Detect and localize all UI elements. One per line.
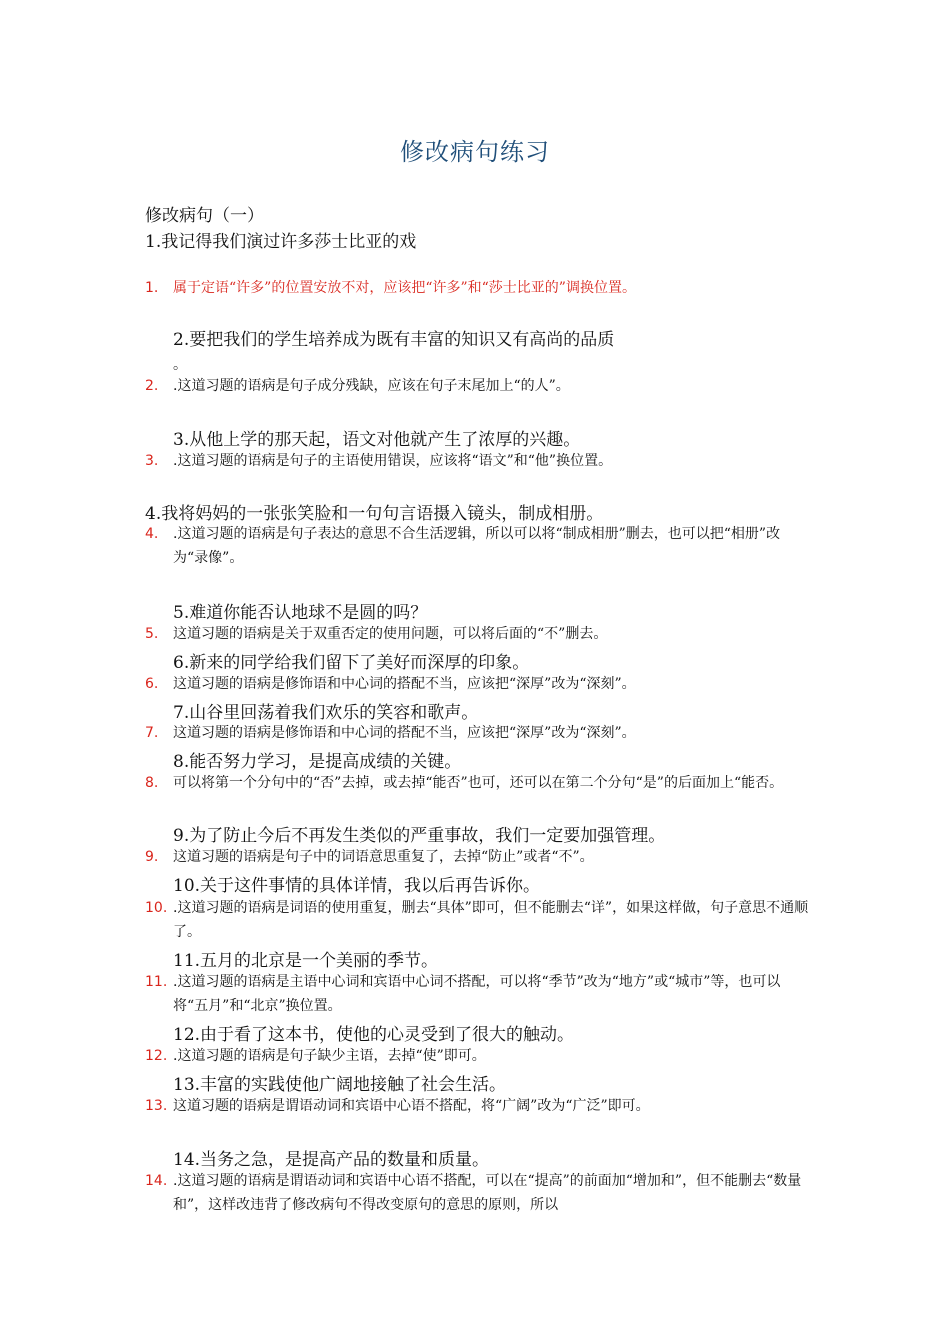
answer-text: 这道习题的语病是修饰语和中心词的搭配不当，应该把“深厚”改为“深刻”。 <box>173 725 636 741</box>
answer-text: 可以将第一个分句中的“否”去掉，或去掉“能否”也可，还可以在第二个分句“是”的后面加上“能否。 <box>173 775 784 791</box>
answer-12 <box>145 1044 810 1068</box>
section-title: 修改病句（一） <box>145 206 264 226</box>
stray-punctuation: 。 <box>173 357 187 373</box>
answer-number: 6. <box>145 676 159 692</box>
question-7: 7.山谷里回荡着我们欢乐的笑容和歌声。 <box>173 703 479 723</box>
question-14: 14.当务之急，是提高产品的数量和质量。 <box>173 1150 490 1170</box>
question-2: 2.要把我们的学生培养成为既有丰富的知识又有高尚的品质 <box>173 330 615 350</box>
page-title: 修改病句练习 <box>400 138 550 166</box>
answer-14 <box>145 1169 810 1217</box>
answer-3 <box>145 449 810 473</box>
question-1: 1.我记得我们演过许多莎士比亚的戏 <box>145 232 417 252</box>
question-4: 4.我将妈妈的一张张笑脸和一句句言语摄入镜头，制成相册。 <box>145 504 604 524</box>
answer-text: .这道习题的语病是句子的主语使用错误，应该将“语文”和“他”换位置。 <box>173 453 613 469</box>
question-5: 5.难道你能否认地球不是圆的吗？ <box>173 603 428 623</box>
answer-number: 13. <box>145 1098 168 1114</box>
answer-text: .这道习题的语病是句子表达的意思不合生活逻辑，所以可以将“制成相册”删去，也可以把“相册”改为“录像”。 <box>173 526 781 566</box>
answer-4 <box>145 522 810 570</box>
answer-text: 这道习题的语病是句子中的词语意思重复了，去掉“防止”或者“不”。 <box>173 849 594 865</box>
answer-number: 11. <box>145 974 168 990</box>
answer-13 <box>145 1094 810 1118</box>
answer-1 <box>145 276 810 300</box>
answer-text: .这道习题的语病是主语中心词和宾语中心词不搭配，可以将“季节”改为“地方”或“城市”等，也可以将“五月”和“北京”换位置。 <box>173 974 781 1014</box>
answer-text: 这道习题的语病是修饰语和中心词的搭配不当，应该把“深厚”改为“深刻”。 <box>173 676 636 692</box>
question-3: 3.从他上学的那天起，语文对他就产生了浓厚的兴趣。 <box>173 430 581 450</box>
question-13: 13.丰富的实践使他广阔地接触了社会生活。 <box>173 1075 507 1095</box>
answer-number: 5. <box>145 626 159 642</box>
answer-text: 这道习题的语病是谓语动词和宾语中心语不搭配，将“广阔”改为“广泛”即可。 <box>173 1098 650 1114</box>
answer-text: 这道习题的语病是关于双重否定的使用问题，可以将后面的“不”删去。 <box>173 626 608 642</box>
answer-number: 8. <box>145 775 159 791</box>
answer-text: .这道习题的语病是词语的使用重复，删去“具体”即可，但不能删去“详”，如果这样做，句子意思不通顺了。 <box>173 900 809 940</box>
answer-number: 14. <box>145 1173 168 1189</box>
answer-number: 4. <box>145 526 159 542</box>
question-6: 6.新来的同学给我们留下了美好而深厚的印象。 <box>173 653 530 673</box>
question-9: 9.为了防止今后不再发生类似的严重事故，我们一定要加强管理。 <box>173 826 666 846</box>
answer-text: .这道习题的语病是句子成分残缺，应该在句子末尾加上“的人”。 <box>173 378 570 394</box>
answer-number: 2. <box>145 378 159 394</box>
answer-11 <box>145 970 810 1018</box>
answer-number: 7. <box>145 725 159 741</box>
answer-number: 1. <box>145 280 159 296</box>
answer-10 <box>145 896 810 944</box>
answer-6 <box>145 672 810 696</box>
answer-5 <box>145 622 810 646</box>
answer-9 <box>145 845 810 869</box>
question-11: 11.五月的北京是一个美丽的季节。 <box>173 951 439 971</box>
answer-7 <box>145 721 810 745</box>
question-12: 12.由于看了这本书，使他的心灵受到了很大的触动。 <box>173 1025 575 1045</box>
answer-number: 3. <box>145 453 159 469</box>
answer-number: 9. <box>145 849 159 865</box>
answer-text: 属于定语“许多”的位置安放不对，应该把“许多”和“莎士比亚的”调换位置。 <box>173 280 636 296</box>
answer-number: 12. <box>145 1048 168 1064</box>
answer-text: .这道习题的语病是谓语动词和宾语中心语不搭配，可以在“提高”的前面加“增加和”，但不能删去“数量和”，这样改违背了修改病句不得改变原句的意思的原则，所以 <box>173 1173 802 1213</box>
question-8: 8.能否努力学习，是提高成绩的关键。 <box>173 752 462 772</box>
answer-text: .这道习题的语病是句子缺少主语，去掉“使”即可。 <box>173 1048 486 1064</box>
answer-8 <box>145 771 810 795</box>
answer-number: 10. <box>145 900 168 916</box>
question-10: 10.关于这件事情的具体详情，我以后再告诉你。 <box>173 876 541 896</box>
answer-2 <box>145 374 810 398</box>
